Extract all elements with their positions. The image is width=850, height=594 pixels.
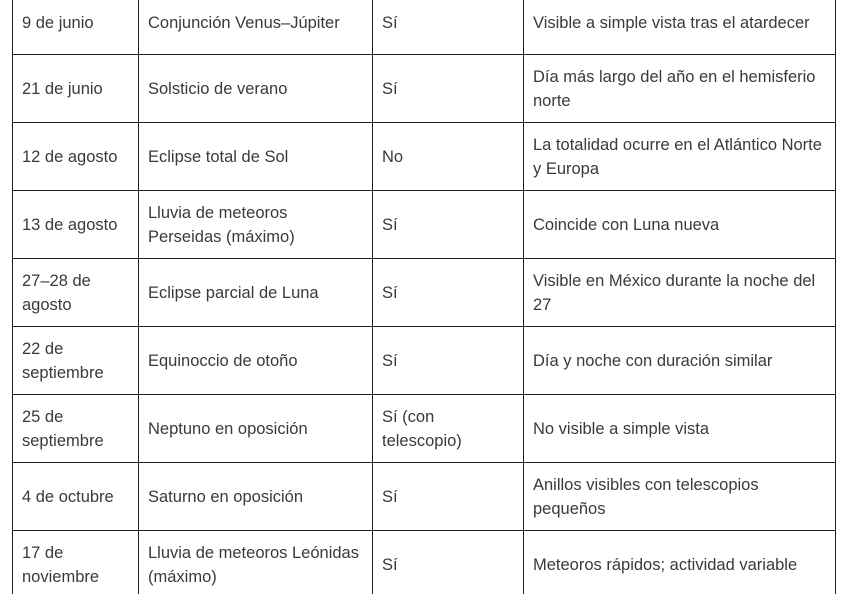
event-cell: Solsticio de verano	[139, 55, 373, 123]
notes-cell: Coincide con Luna nueva	[524, 191, 836, 259]
visibility-cell: Sí	[373, 259, 524, 327]
visibility-cell: No	[373, 123, 524, 191]
event-cell: Eclipse parcial de Luna	[139, 259, 373, 327]
table-row	[13, 463, 836, 531]
event-cell: Conjunción Venus–Júpiter	[139, 0, 373, 55]
visibility-cell: Sí	[373, 327, 524, 395]
notes-cell: No visible a simple vista	[524, 395, 836, 463]
date-cell: 21 de junio	[13, 55, 139, 123]
table-row	[13, 395, 836, 463]
notes-cell: La totalidad ocurre en el Atlántico Norte y Europa	[524, 123, 836, 191]
date-cell: 25 de septiembre	[13, 395, 139, 463]
date-cell: 17 de noviembre	[13, 531, 139, 594]
notes-cell: Anillos visibles con telescopios pequeños	[524, 463, 836, 531]
table-row	[13, 259, 836, 327]
date-cell: 13 de agosto	[13, 191, 139, 259]
date-cell: 22 de septiembre	[13, 327, 139, 395]
event-cell: Neptuno en oposición	[139, 395, 373, 463]
visibility-cell: Sí	[373, 531, 524, 594]
notes-cell: Día y noche con duración similar	[524, 327, 836, 395]
table-row	[13, 327, 836, 395]
notes-cell: Visible en México durante la noche del 27	[524, 259, 836, 327]
event-cell: Equinoccio de otoño	[139, 327, 373, 395]
date-cell: 9 de junio	[13, 0, 139, 55]
table-row	[13, 531, 836, 594]
event-cell: Saturno en oposición	[139, 463, 373, 531]
notes-cell: Visible a simple vista tras el atardecer	[524, 0, 836, 55]
date-cell: 4 de octubre	[13, 463, 139, 531]
event-cell: Lluvia de meteoros Leónidas (máximo)	[139, 531, 373, 594]
visibility-cell: Sí	[373, 55, 524, 123]
visibility-cell: Sí	[373, 463, 524, 531]
table-body	[13, 0, 836, 594]
astronomy-events-table	[12, 0, 836, 594]
date-cell: 12 de agosto	[13, 123, 139, 191]
table-row	[13, 191, 836, 259]
table-row	[13, 55, 836, 123]
event-cell: Eclipse total de Sol	[139, 123, 373, 191]
visibility-cell: Sí (con telescopio)	[373, 395, 524, 463]
event-cell: Lluvia de meteoros Perseidas (máximo)	[139, 191, 373, 259]
visibility-cell: Sí	[373, 0, 524, 55]
visibility-cell: Sí	[373, 191, 524, 259]
date-cell: 27–28 de agosto	[13, 259, 139, 327]
table-row	[13, 0, 836, 55]
notes-cell: Meteoros rápidos; actividad variable	[524, 531, 836, 594]
table-row	[13, 123, 836, 191]
notes-cell: Día más largo del año en el hemisferio norte	[524, 55, 836, 123]
